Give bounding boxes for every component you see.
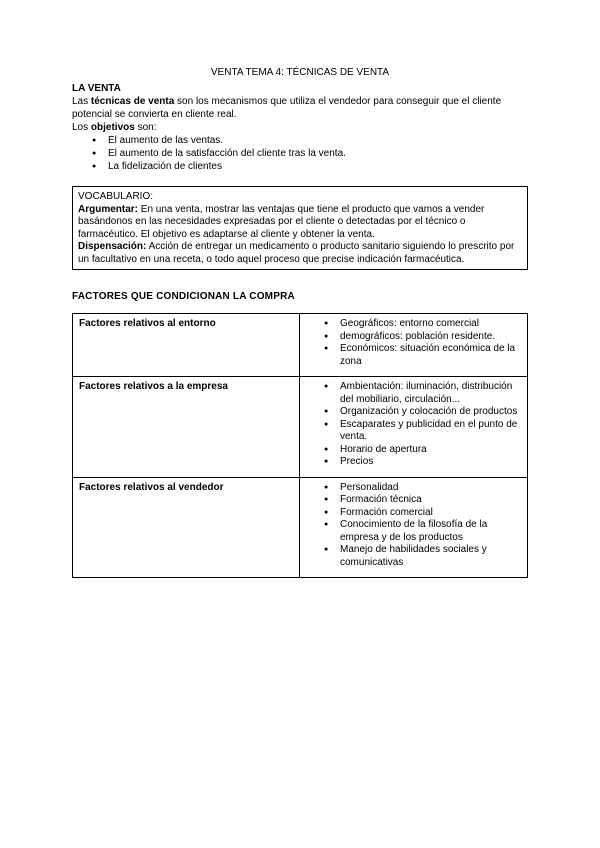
objectives-list xyxy=(72,134,528,173)
list-item: ● Formación técnica xyxy=(324,494,521,507)
list-item: ● Personalidad xyxy=(324,482,521,495)
objectives-prefix: Los xyxy=(72,122,91,133)
list-item: ● El aumento de las ventas. xyxy=(92,134,528,147)
vocabulary-definition: En una venta, mostrar las ventajas que tiene el producto que vamos a vender basándonos en las necesidades expresadas por el cliente o detectadas por el técnico o farmacéutico. El objetivo es adaptarse al cliente y obtener la venta. xyxy=(78,203,485,240)
list-item: ● Escaparates y publicidad en el punto de venta. xyxy=(324,419,521,444)
factors-table xyxy=(72,313,528,578)
objectives-intro xyxy=(72,121,528,134)
list-item: ● El aumento de la satisfacción del cliente tras la venta. xyxy=(92,147,528,160)
list-item: ● Precios xyxy=(324,456,521,469)
section-heading-factores: FACTORES QUE CONDICIONAN LA COMPRA xyxy=(72,291,295,302)
table-row xyxy=(73,314,528,377)
list-item: ● Organización y colocación de productos xyxy=(324,406,521,419)
factor-items-list xyxy=(306,482,521,570)
list-item: ● Horario de apertura xyxy=(324,444,521,457)
vocabulary-entry xyxy=(78,241,522,266)
table-row xyxy=(73,477,528,578)
list-item: ● Geográficos: entorno comercial xyxy=(324,318,521,331)
section-heading-la-venta: LA VENTA xyxy=(72,83,121,94)
list-item: ● Formación comercial xyxy=(324,507,521,520)
factor-label: Factores relativos a la empresa xyxy=(73,377,300,478)
factor-items-list xyxy=(306,381,521,469)
vocabulary-definition: Acción de entregar un medicamento o producto sanitario siguiendo lo prescrito por un facultativo en una receta, o todo aquel proceso que precise indicación farmacéutica. xyxy=(78,241,515,265)
intro-prefix: Las xyxy=(72,96,91,107)
intro-bold-term: técnicas de venta xyxy=(90,96,175,107)
factor-label: Factores relativos al vendedor xyxy=(73,477,300,578)
list-item: ● Conocimiento de la filosofía de la empresa y de los productos xyxy=(324,519,521,544)
list-item: ● Manejo de habilidades sociales y comunicativas xyxy=(324,544,521,569)
document-page xyxy=(72,66,528,578)
factor-label: Factores relativos al entorno xyxy=(73,314,300,377)
objectives-suffix: son: xyxy=(134,122,157,133)
vocabulary-term: Dispensación: xyxy=(78,241,147,252)
factor-items-cell xyxy=(300,314,528,377)
vocabulary-term: Argumentar: xyxy=(78,203,139,215)
table-row xyxy=(73,377,528,478)
list-item: ● Económicos: situación económica de la zona xyxy=(324,343,521,368)
intro-suffix: son los mecanismos que utiliza el vendedor para conseguir que el cliente potencial se convierta en cliente real. xyxy=(72,96,502,120)
list-item: ● La fidelización de clientes xyxy=(92,160,528,173)
factor-items-cell xyxy=(300,477,528,578)
objectives-bold-term: objetivos xyxy=(90,122,135,133)
list-item: ● demográficos: población residente. xyxy=(324,331,521,344)
document-title: VENTA TEMA 4: TÉCNICAS DE VENTA xyxy=(210,67,390,78)
vocabulary-entry xyxy=(78,204,522,242)
vocabulary-heading: VOCABULARIO: xyxy=(78,191,154,202)
intro-paragraph xyxy=(72,95,528,121)
list-item: ● Ambientación: iluminación, distribución del mobiliario, circulación... xyxy=(324,381,521,406)
vocabulary-box xyxy=(72,186,528,270)
factor-items-list xyxy=(306,318,521,368)
factor-items-cell xyxy=(300,377,528,478)
